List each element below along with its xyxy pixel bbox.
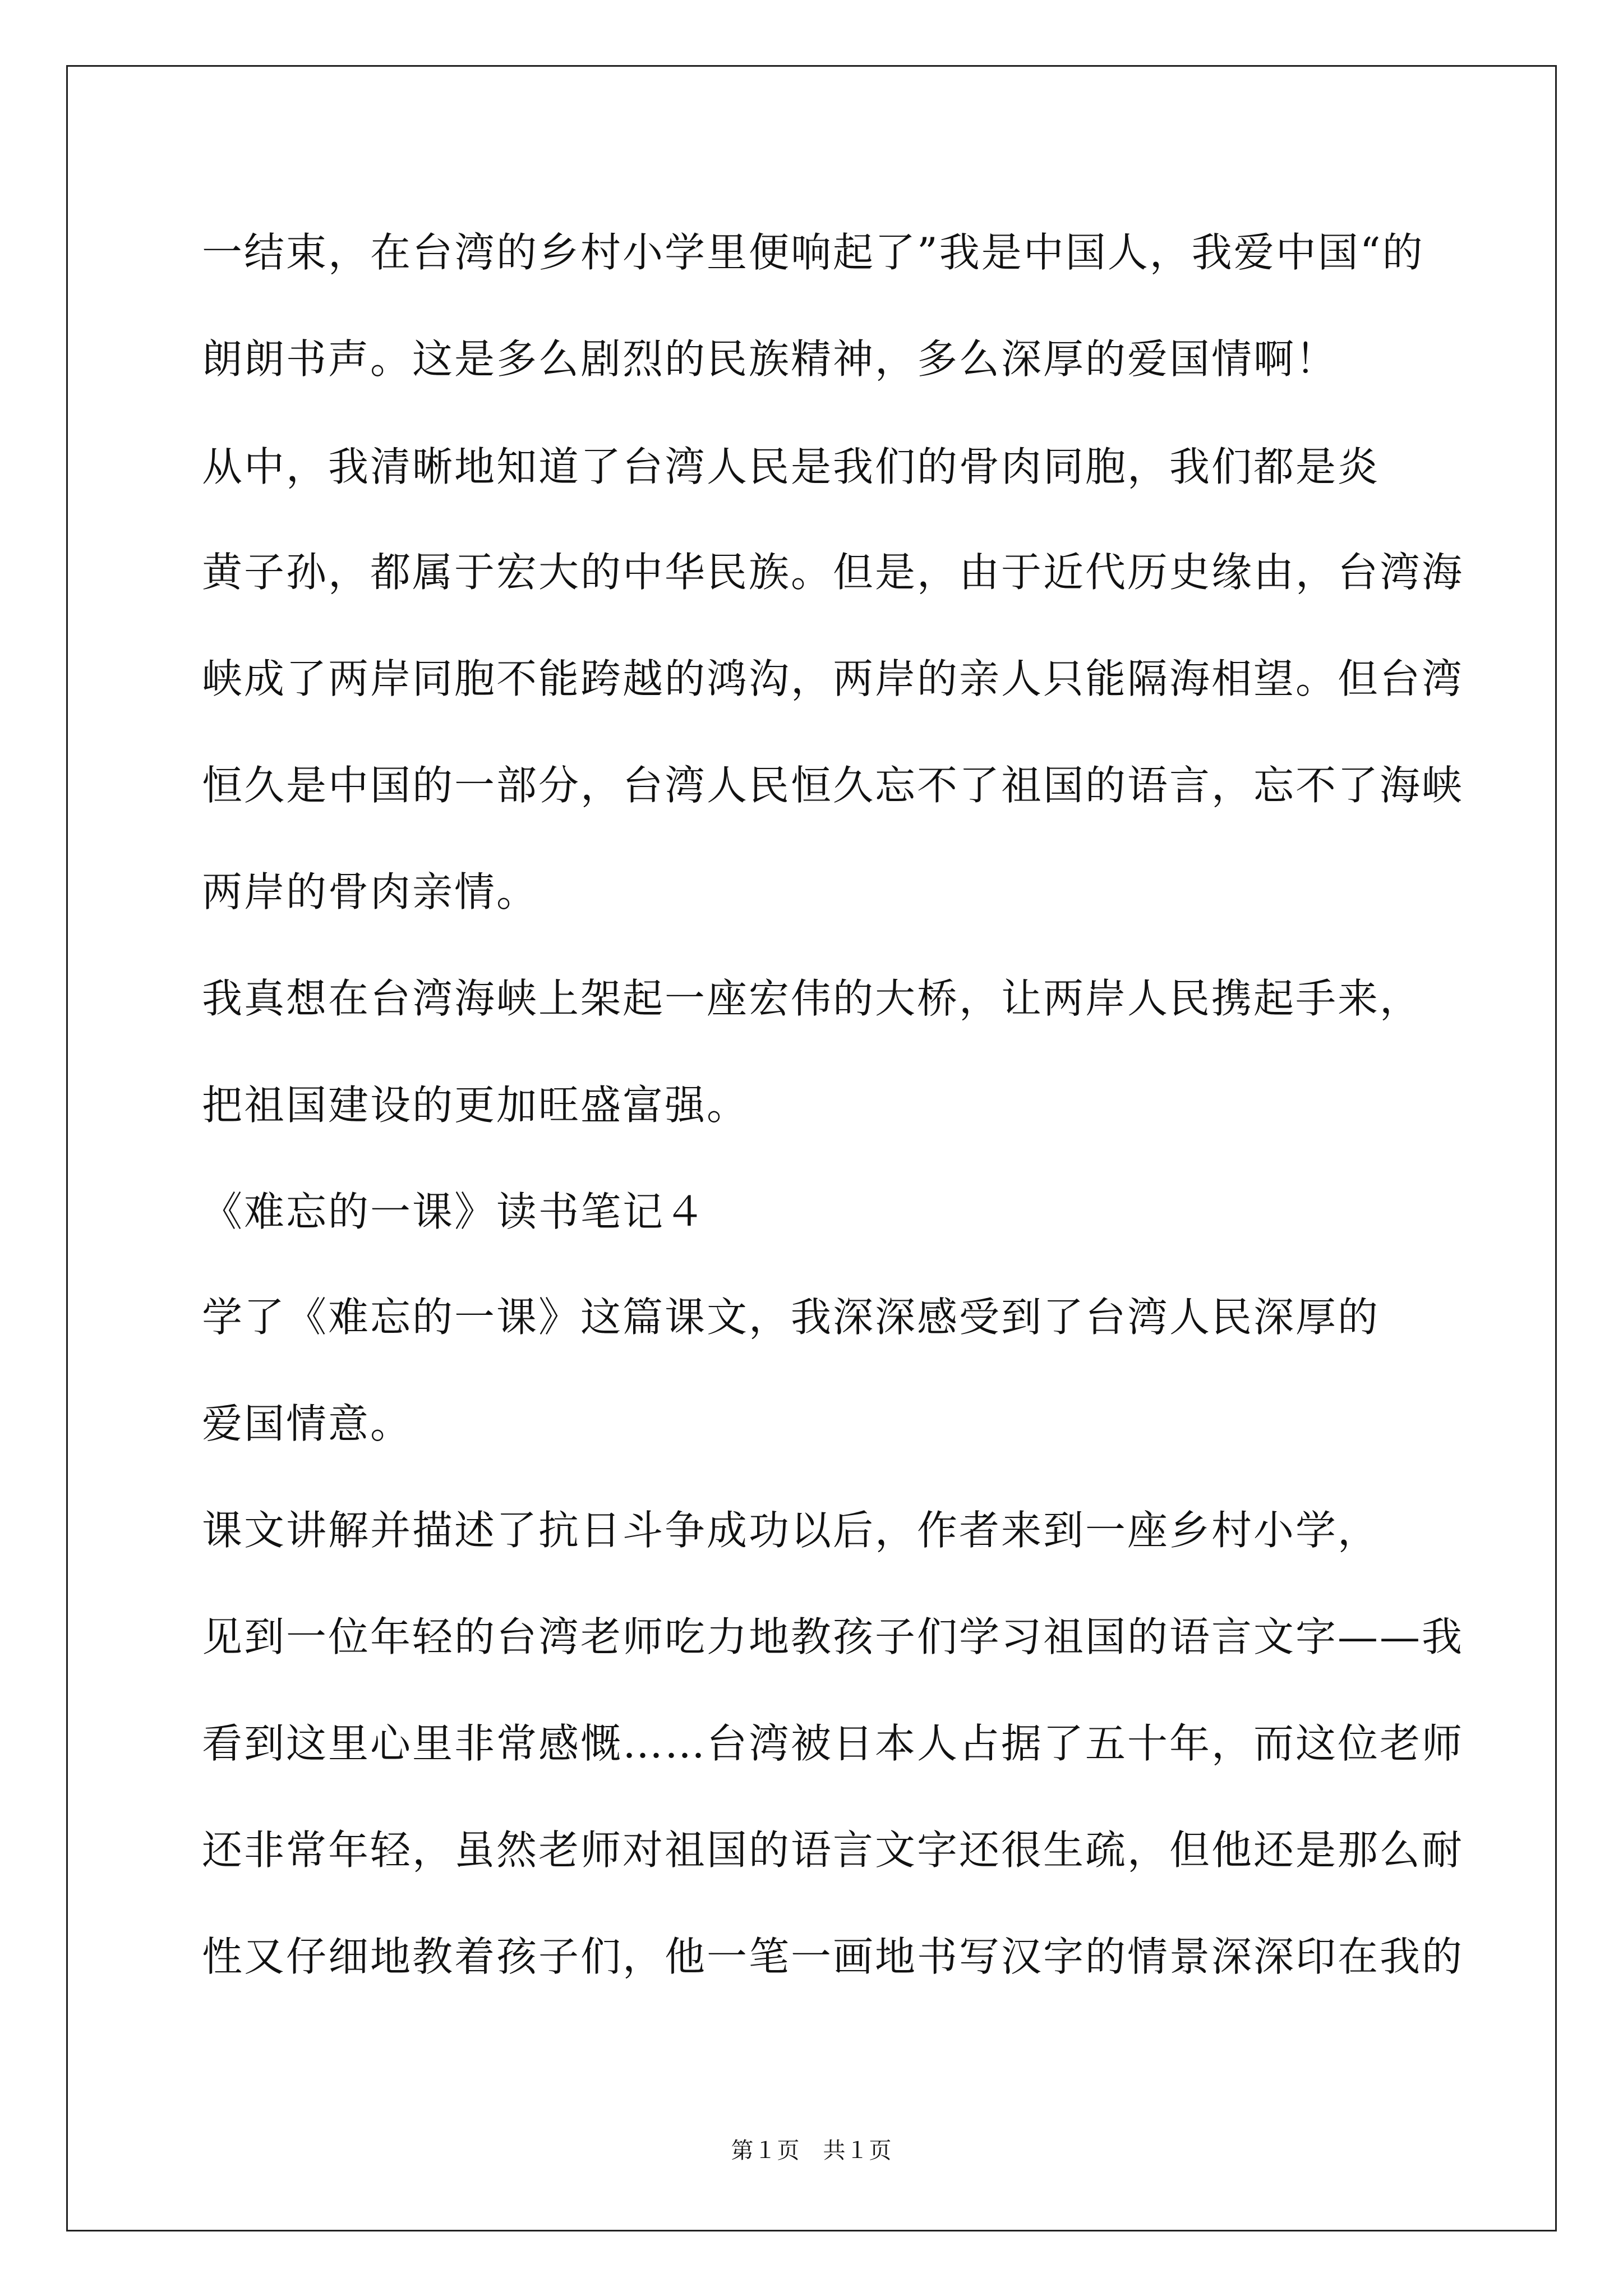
paragraph-1-line-1: 一结束，在台湾的乡村小学里便响起了”我是中国人，我爱中国“的 bbox=[202, 229, 1424, 276]
paragraph-6-line-4: 还非常年轻，虽然老师对祖国的语言文字还很生疏，但他还是那么耐 bbox=[202, 1826, 1464, 1874]
paragraph-6-line-1: 课文讲解并描述了抗日斗争成功以后，作者来到一座乡村小学， bbox=[202, 1507, 1380, 1554]
paragraph-1-line-2: 朗朗书声。这是多么剧烈的民族精神，多么深厚的爱国情啊！ bbox=[202, 335, 1338, 383]
paragraph-6-line-3: 看到这里心里非常感慨……台湾被日本人占据了五十年，而这位老师 bbox=[202, 1720, 1464, 1767]
paragraph-2-line-5: 两岸的骨肉亲情。 bbox=[202, 868, 539, 915]
page-footer: 第１页 共１页 bbox=[731, 2138, 892, 2164]
page-border bbox=[66, 65, 1557, 2231]
paragraph-6-line-2: 见到一位年轻的台湾老师吃力地教孩子们学习祖国的语言文字——我 bbox=[202, 1613, 1464, 1660]
paragraph-3-line-1: 我真想在台湾海峡上架起一座宏伟的大桥，让两岸人民携起手来， bbox=[202, 975, 1422, 1022]
paragraph-5-line-2: 爱国情意。 bbox=[202, 1400, 413, 1447]
section-heading: 《难忘的一课》读书笔记４ bbox=[202, 1188, 707, 1235]
paragraph-5-line-1: 学了《难忘的一课》这篇课文，我深深感受到了台湾人民深厚的 bbox=[202, 1294, 1380, 1341]
paragraph-2-line-3: 峡成了两岸同胞不能跨越的鸿沟，两岸的亲人只能隔海相望。但台湾 bbox=[202, 655, 1464, 702]
paragraph-2-line-2: 黄子孙，都属于宏大的中华民族。但是，由于近代历史缘由，台湾海 bbox=[202, 549, 1464, 596]
paragraph-2-line-4: 恒久是中国的一部分，台湾人民恒久忘不了祖国的语言，忘不了海峡 bbox=[202, 762, 1464, 809]
paragraph-3-line-2: 把祖国建设的更加旺盛富强。 bbox=[202, 1082, 749, 1129]
paragraph-2-line-1: 从中，我清晰地知道了台湾人民是我们的骨肉同胞，我们都是炎 bbox=[202, 443, 1380, 490]
paragraph-6-line-5: 性又仔细地教着孩子们，他一笔一画地书写汉字的情景深深印在我的 bbox=[202, 1933, 1464, 1980]
